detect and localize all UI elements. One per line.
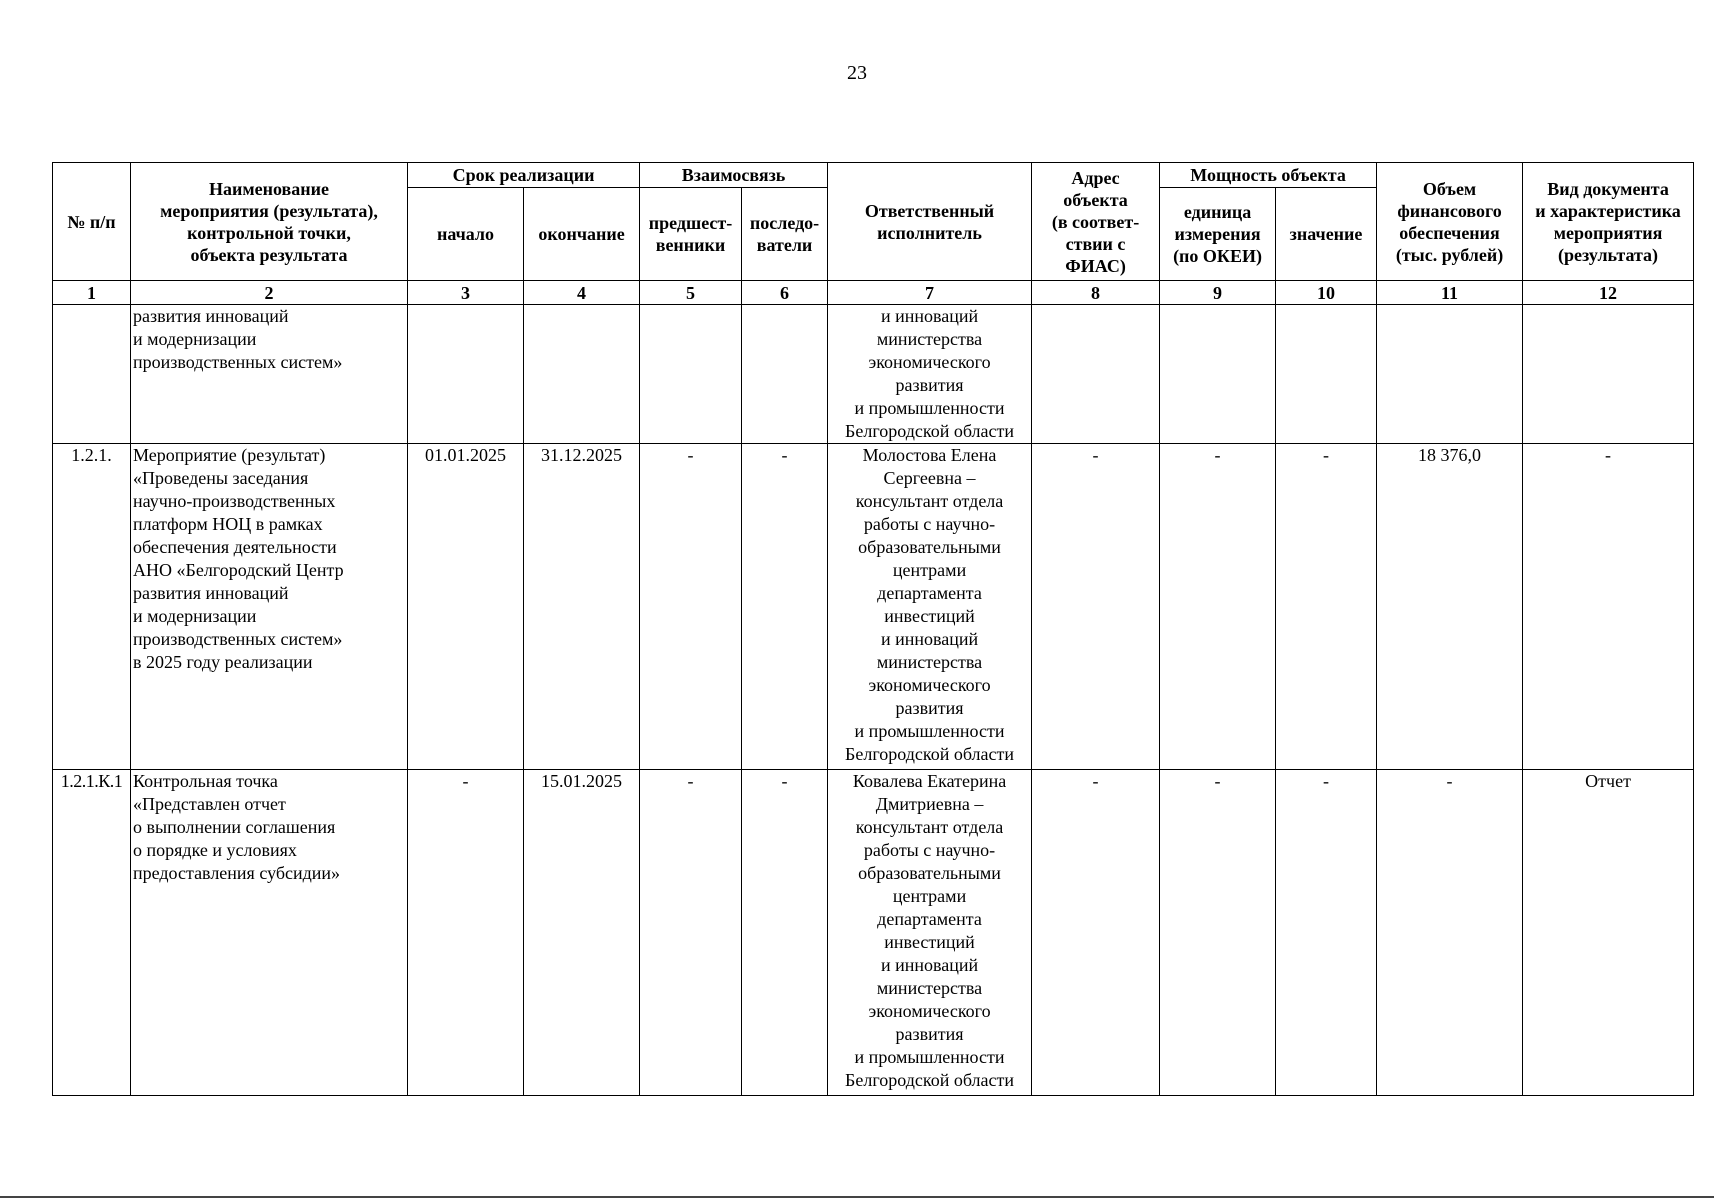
cell-prev	[640, 305, 742, 444]
cell-next: -	[742, 770, 828, 1096]
header-link: Взаимосвязь	[640, 163, 828, 188]
cell-next: -	[742, 444, 828, 770]
column-number: 8	[1032, 281, 1160, 305]
column-number-row	[53, 281, 1694, 305]
cell-doc: -	[1523, 444, 1694, 770]
cell-unit: -	[1160, 770, 1276, 1096]
cell-value: -	[1276, 770, 1377, 1096]
header-responsible: Ответственный исполнитель	[828, 163, 1032, 281]
table-row	[53, 444, 1694, 770]
cell-value	[1276, 305, 1377, 444]
cell-address: -	[1032, 770, 1160, 1096]
cell-doc: Отчет	[1523, 770, 1694, 1096]
header-capacity-unit: единица измерения (по ОКЕИ)	[1160, 188, 1276, 281]
cell-address: -	[1032, 444, 1160, 770]
header-link-next: последо- ватели	[742, 188, 828, 281]
header-row-top	[53, 163, 1694, 188]
table-row	[53, 305, 1694, 444]
header-link-prev: предшест- венники	[640, 188, 742, 281]
cell-num: 1.2.1.К.1	[53, 770, 131, 1096]
column-number: 12	[1523, 281, 1694, 305]
header-term: Срок реализации	[408, 163, 640, 188]
column-number: 5	[640, 281, 742, 305]
cell-start: -	[408, 770, 524, 1096]
plan-table	[52, 162, 1694, 1096]
cell-doc	[1523, 305, 1694, 444]
header-term-end: окончание	[524, 188, 640, 281]
column-number: 10	[1276, 281, 1377, 305]
scan-edge-line	[0, 1196, 1714, 1198]
cell-finance: 18 376,0	[1377, 444, 1523, 770]
column-number: 1	[53, 281, 131, 305]
header-num: № п/п	[53, 163, 131, 281]
header-finance: Объем финансового обеспечения (тыс. рублей)	[1377, 163, 1523, 281]
cell-finance: -	[1377, 770, 1523, 1096]
cell-end	[524, 305, 640, 444]
page-number: 23	[847, 62, 867, 84]
cell-end: 15.01.2025	[524, 770, 640, 1096]
cell-name: Контрольная точка «Представлен отчет о выполнении соглашения о порядке и условиях предоставления субсидии»	[131, 770, 408, 1096]
cell-responsible: и инноваций министерства экономического развития и промышленности Белгородской области	[828, 305, 1032, 444]
cell-prev: -	[640, 770, 742, 1096]
cell-prev: -	[640, 444, 742, 770]
header-capacity: Мощность объекта	[1160, 163, 1377, 188]
header-term-start: начало	[408, 188, 524, 281]
column-number: 2	[131, 281, 408, 305]
cell-responsible: Ковалева Екатерина Дмитриевна – консультант отдела работы с научно- образовательными центрами департамента инвестиций и инноваций министерства экономического развития и промышленности Белгородской области	[828, 770, 1032, 1096]
cell-num	[53, 305, 131, 444]
header-name: Наименование мероприятия (результата), контрольной точки, объекта результата	[131, 163, 408, 281]
cell-start	[408, 305, 524, 444]
column-number: 7	[828, 281, 1032, 305]
column-number: 4	[524, 281, 640, 305]
cell-finance	[1377, 305, 1523, 444]
cell-responsible: Молостова Елена Сергеевна – консультант отдела работы с научно- образовательными центрами департамента инвестиций и инноваций министерства экономического развития и промышленности Белгородской области	[828, 444, 1032, 770]
cell-unit: -	[1160, 444, 1276, 770]
cell-value: -	[1276, 444, 1377, 770]
column-number: 3	[408, 281, 524, 305]
column-number: 6	[742, 281, 828, 305]
cell-end: 31.12.2025	[524, 444, 640, 770]
header-address: Адрес объекта (в соответ- ствии с ФИАС)	[1032, 163, 1160, 281]
column-number: 9	[1160, 281, 1276, 305]
cell-name: Мероприятие (результат) «Проведены заседания научно-производственных платформ НОЦ в рамках обеспечения деятельности АНО «Белгородский Центр развития инноваций и модернизации производственных систем» в 2025 году реализации	[131, 444, 408, 770]
header-doc-type: Вид документа и характеристика мероприятия (результата)	[1523, 163, 1694, 281]
cell-name: развития инноваций и модернизации производственных систем»	[131, 305, 408, 444]
cell-start: 01.01.2025	[408, 444, 524, 770]
cell-next	[742, 305, 828, 444]
cell-address	[1032, 305, 1160, 444]
table-row	[53, 770, 1694, 1096]
cell-num: 1.2.1.	[53, 444, 131, 770]
cell-unit	[1160, 305, 1276, 444]
column-number: 11	[1377, 281, 1523, 305]
header-capacity-value: значение	[1276, 188, 1377, 281]
